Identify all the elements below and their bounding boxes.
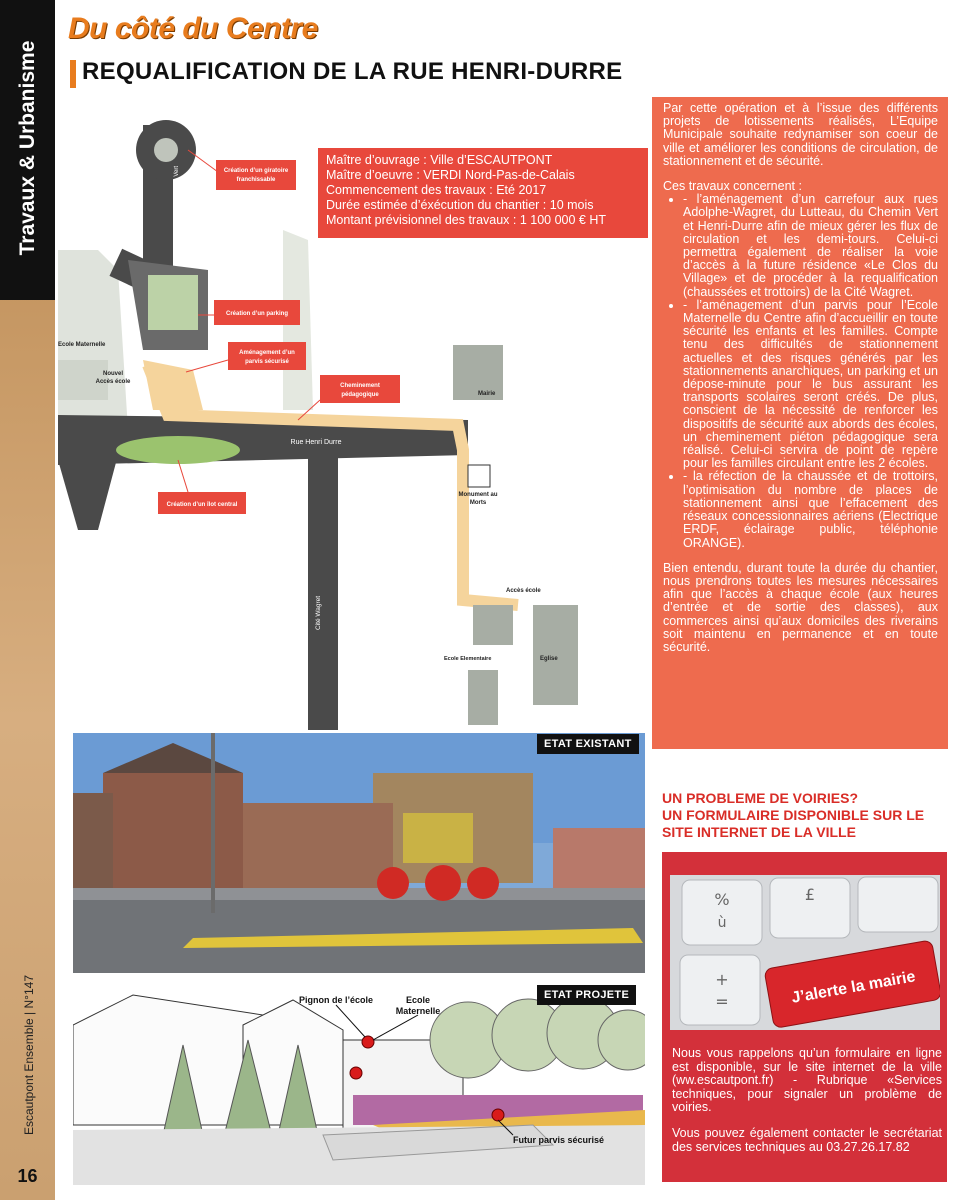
photo-projected-state (73, 985, 645, 1185)
svg-text:%: % (714, 890, 730, 909)
works-item: • - la réfection de la chaussée et de trottoirs, l’optimisation du nombre de places de stationnement ainsi que l’effacement des réseaux concessionnaires aériens (Electrique ERDF, éclairage public, téléphonie ORANGE). (683, 470, 938, 549)
voiries-text (672, 1047, 942, 1166)
label-ecole-mat-2: Maternelle (395, 1006, 441, 1016)
section-title: Du côté du Centre (68, 12, 318, 45)
label-cite-wagret: Cité Wagret (315, 595, 322, 630)
section-category: Travaux & Urbanisme (16, 40, 39, 256)
label-mairie: Mairie (478, 391, 496, 397)
title-accent-bar (70, 60, 76, 88)
project-info-box (318, 148, 648, 238)
label-monument-1: Monument au (458, 492, 498, 498)
svg-text:£: £ (804, 885, 816, 904)
label-eglise: Eglise (540, 656, 558, 662)
svg-text:ù: ù (717, 915, 727, 931)
callout-ilot: Création d’un îlot central (166, 502, 238, 508)
callout-parvis-2: parvis sécurisé (245, 359, 289, 365)
voiries-heading-line: UN PROBLEME DE VOIRIES? (662, 790, 859, 806)
info-line: Durée estimée d’éxécution du chantier : 10 mois (326, 198, 594, 212)
label-monument-2: Morts (469, 500, 487, 506)
callout-giratoire-1: Création d’un giratoire (223, 168, 289, 174)
article-text (652, 97, 948, 749)
voiries-heading-line: SITE INTERNET DE LA VILLE (662, 824, 856, 840)
callout-cheminement-1: Cheminement (340, 383, 380, 389)
info-line: Maître d’oeuvre : VERDI Nord-Pas-de-Calais (326, 168, 575, 182)
label-nouvel-acces-1: Nouvel (102, 371, 124, 377)
label-futur-parvis: Futur parvis sécurisé (513, 1135, 605, 1145)
photo-existing-state (73, 733, 645, 973)
label-ecole-maternelle: Ecole Maternelle (58, 342, 106, 348)
label-rue-henri-durre: Rue Henri Durre (290, 439, 342, 446)
voiries-paragraph: Vous pouvez également contacter le secrétariat des services techniques au 03.27.26.17.82 (672, 1125, 942, 1154)
info-line: Commencement des travaux : Eté 2017 (326, 183, 547, 197)
key-alert-label: J’alerte la mairie (790, 968, 917, 1007)
callout-parvis-1: Aménagement d’un (239, 350, 295, 356)
label-ecole-mat-1: Ecole (405, 995, 431, 1005)
svg-text:+: + (715, 970, 729, 989)
keyboard-image (670, 875, 940, 1030)
callout-giratoire-2: franchissable (236, 177, 276, 183)
label-pignon: Pignon de l’école (298, 995, 374, 1005)
callout-cheminement-2: pédagogique (341, 392, 379, 398)
existing-state-tag: ETAT EXISTANT (537, 734, 639, 754)
label-nouvel-acces-2: Accès école (95, 379, 131, 385)
article-intro: Par cette opération et à l’issue des différents projets de lotissements réalisés, L’Equipe Municipale souhaite redynamiser son coeur de ville et améliorer les conditions de circulation, de stationnement et de sécurité. (663, 101, 938, 168)
label-chemin-vert: Rue du Chemin Vert (174, 165, 180, 220)
magazine-issue: Escautpont Ensemble | N°147 (22, 975, 36, 1136)
info-line: Maître d’ouvrage : Ville d’ESCAUTPONT (326, 153, 553, 167)
article-works-intro: Ces travaux concernent : (663, 179, 802, 194)
info-line: Montant prévisionnel des travaux : 1 100 000 € HT (326, 213, 607, 227)
callout-parking: Création d’un parking (225, 311, 289, 317)
voiries-heading (662, 790, 952, 841)
article-outro: Bien entendu, durant toute la durée du chantier, nous prendrons toutes les mesures nécessaires afin que l’accès à chaque école (aux heures d’entrée et de sortie des classes), aux commerces ainsi qu’aux domiciles des riverains soit maintenu en permanence et en toute sécurité. (663, 560, 938, 654)
works-list (663, 193, 938, 549)
page-title: REQUALIFICATION DE LA RUE HENRI-DURRE (82, 58, 623, 85)
voiries-paragraph: Nous vous rappelons qu’un formulaire en ligne est disponible, sur le site internet de la ville (ww.escautpont.fr) - Rubrique «Services techniques, pour signaler un problème de voiries. (672, 1046, 942, 1115)
works-item: • - l’aménagement d’un parvis pour l’Ecole Maternelle du Centre afin d’accueillir en toute sécurité les enfants et les familles. Compte tenu des difficultés de stationnement actuelles et des risques générés par les stationnements anarchiques, un parking et un dépose-minute pour le bus assurant les transports scolaires seront créés. De plus, conscient de la nécessité de renforcer les dispositifs de sécurité aux abords des écoles, un cheminement piéton pédagogique sera réalisé. Celui-ci servira de point de repère pour les familles circulant entre les 2 écoles. (683, 299, 938, 471)
projected-state-tag: ETAT PROJETE (537, 985, 636, 1005)
svg-text:=: = (715, 992, 729, 1011)
label-ecole-elementaire: Ecole Elementaire (444, 656, 492, 662)
voiries-heading-line: UN FORMULAIRE DISPONIBLE SUR LE (662, 807, 925, 823)
label-acces-ecole: Accès école (506, 588, 541, 594)
works-item: • - l’aménagement d’un carrefour aux rues Adolphe-Wagret, du Lutteau, du Chemin Vert et Henri-Durre afin de mieux gérer les flux de circulation et les demi-tours. Celui-ci permettra également de réaliser la voie d’accès à la future résidence «Le Clos du Village» et de procéder à la requalification (chaussées et trottoirs) de la Cité Wagret. (683, 193, 938, 299)
page-number: 16 (17, 1166, 38, 1186)
